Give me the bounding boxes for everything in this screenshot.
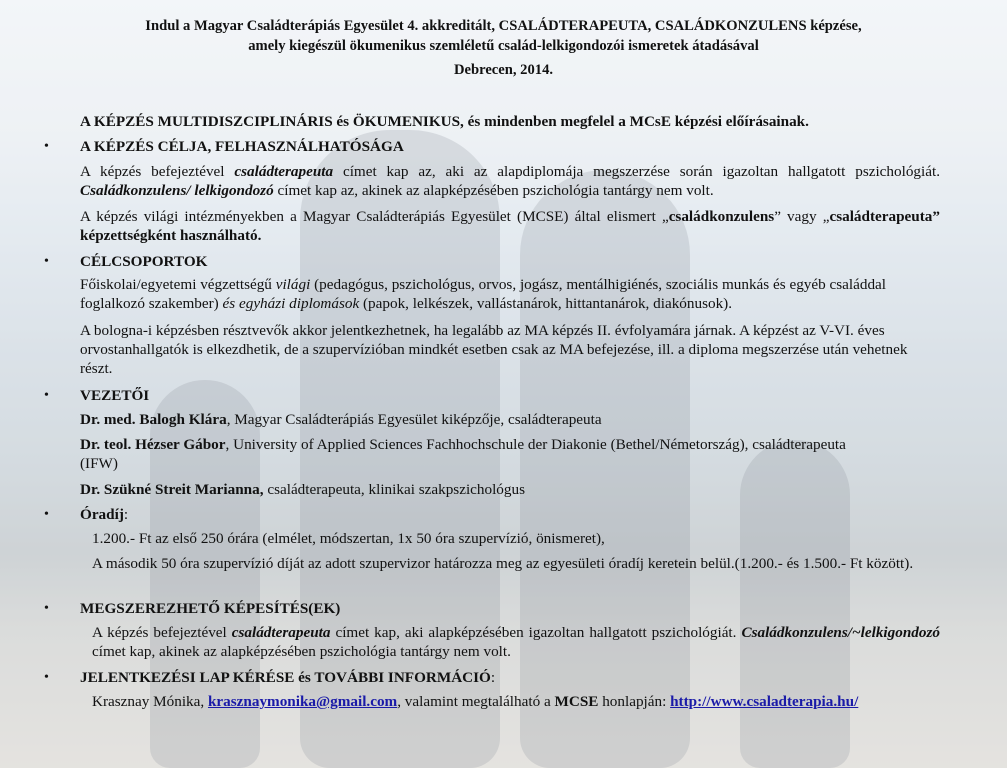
bullet: •: [44, 601, 49, 616]
cel-paragraph-1: A képzés befejeztével családterapeuta címet kap az, aki az alapdiplomája megszerzése során igazoltan hallgatott pszichológiát. Családkonzulens/ lelkigondozó címet kap az, akinek az alapképzésében pszichológia tantárgy nem volt.: [80, 163, 940, 199]
leader-2: Dr. teol. Hézser Gábor, University of Applied Sciences Fachhochschule der Diakonie (Bethel/Németország), családterapeuta (IFW): [80, 436, 846, 472]
title-line-3: Debrecen, 2014.: [453, 62, 554, 78]
leader-3: Dr. Szükné Streit Marianna, családterapeuta, klinikai szakpszichológus: [80, 481, 526, 498]
bullet: •: [44, 254, 49, 269]
section-heading-oradij: Óradíj:: [80, 506, 129, 523]
intro-statement: A KÉPZÉS MULTIDISZCIPLINÁRIS és ÖKUMENIKUS, és mindenben megfelel a MCsE képzési előírásainak.: [80, 113, 809, 130]
bullet: •: [44, 507, 49, 522]
bullet: •: [44, 388, 49, 403]
section-heading-jelentkezes: JELENTKEZÉSI LAP KÉRÉSE és TOVÁBBI INFORMÁCIÓ:: [80, 669, 496, 686]
oradij-line-2: A második 50 óra szupervízió díját az adott szupervizor határozza meg az egyesületi óradíj keretein belül.(1.200.- és 1.500.- Ft között).: [92, 555, 914, 572]
celcsoportok-paragraph-1: Főiskolai/egyetemi végzettségű világi (pedagógus, pszichológus, orvos, jogász, mentálhigiénés, szociális munkás és egyéb családdal foglalkozó szakember) és egyházi diplomások (papok, lelkészek, vallástanárok, hittantanárok, diakónusok).: [80, 276, 887, 312]
bullet: •: [44, 139, 49, 154]
jelentkezes-paragraph: Krasznay Mónika, krasznaymonika@gmail.com, valamint megtalálható a MCSE honlapján: http://www.csaladterapia.hu/: [92, 693, 859, 710]
website-link[interactable]: http://www.csaladterapia.hu/: [670, 693, 859, 710]
title-line-1: Indul a Magyar Családterápiás Egyesület 4. akkreditált, CSALÁDTERAPEUTA, CSALÁDKONZULENS képzése,: [145, 18, 862, 34]
kepesites-paragraph: A képzés befejeztével családterapeuta címet kap, aki alapképzésében igazoltan hallgatott pszichológiát. Családkonzulens/~lelkigondozó címet kap, akinek az alapképzésében pszichológia tantárgy nem volt.: [92, 624, 940, 660]
title-line-2: amely kiegészül ökumenikus szemléletű család-lelkigondozói ismeretek átadásával: [248, 38, 759, 54]
leader-1: Dr. med. Balogh Klára, Magyar Családterápiás Egyesület kiképzője, családterapeuta: [80, 411, 602, 428]
section-heading-kepesites: MEGSZEREZHETŐ KÉPESÍTÉS(EK): [80, 600, 341, 617]
section-heading-cel: A KÉPZÉS CÉLJA, FELHASZNÁLHATÓSÁGA: [80, 138, 404, 155]
section-heading-celcsoportok: CÉLCSOPORTOK: [80, 253, 208, 270]
title-block: [0, 16, 1007, 80]
oradij-line-1: 1.200.- Ft az első 250 órára (elmélet, módszertan, 1x 50 óra szupervízió, önismeret),: [92, 530, 605, 547]
section-heading-vezetok: VEZETŐI: [80, 387, 150, 404]
bullet: •: [44, 670, 49, 685]
email-link[interactable]: krasznaymonika@gmail.com: [207, 693, 398, 710]
celcsoportok-paragraph-2: A bologna-i képzésben résztvevők akkor jelentkezhetnek, ha legalább az MA képzés II. évfolyamára járnak. A képzést az V-VI. éves orvostanhallgatók is elkezdhetik, de a szupervízióban mindkét esetben csak az MA befejezése, ill. a diploma megszerzése után vehetnek részt.: [80, 322, 908, 377]
cel-paragraph-2: A képzés világi intézményekben a Magyar Családterápiás Egyesület (MCSE) által elismert „családkonzulens” vagy „családterapeuta” képzettségként használható.: [80, 208, 940, 244]
